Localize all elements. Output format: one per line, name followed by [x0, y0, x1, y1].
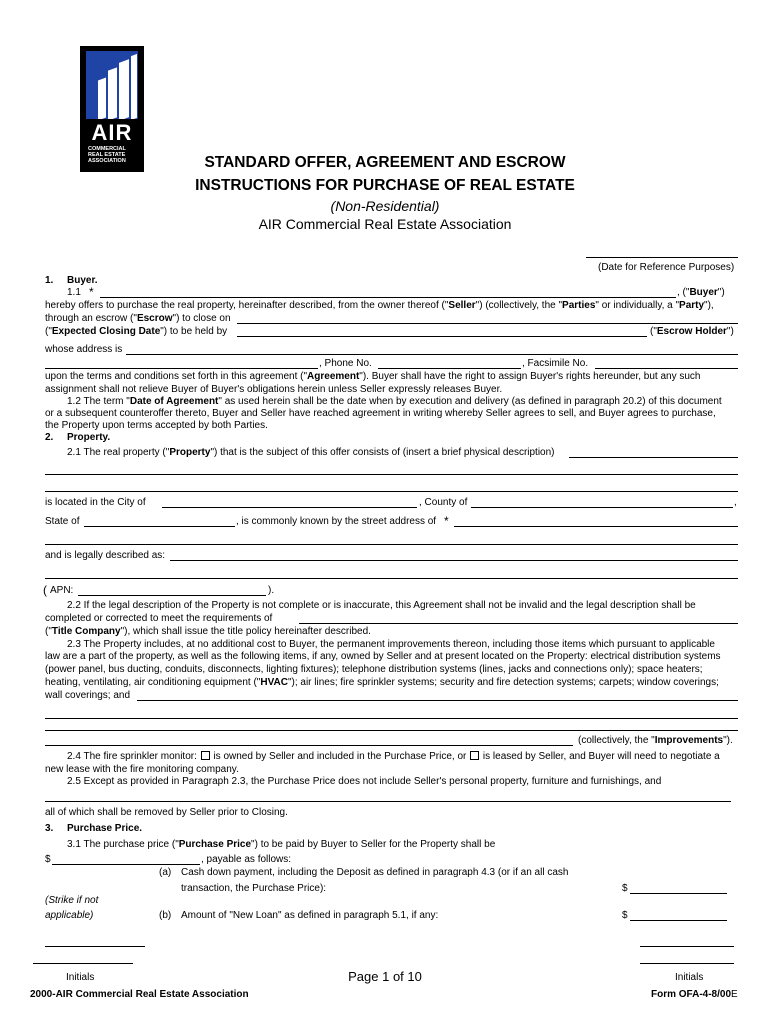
para-2-3-line-4: heating, ventilating, air conditioning equipment ("HVAC"); air lines; fire sprinkler systems; security and fire detection systems; carpets; window coverings; [45, 677, 719, 688]
initials-field-left-1[interactable] [45, 946, 145, 947]
address-field-2[interactable] [45, 368, 318, 369]
title-line-2: INSTRUCTIONS FOR PURCHASE OF REAL ESTATE [195, 177, 575, 194]
item-a-label: (a) [159, 867, 172, 878]
assignment-text: assignment shall not relieve Buyer of Buyer's obligations herein unless Seller expressly releases Buyer. [45, 384, 503, 395]
para-2-4-line-1: 2.4 The fire sprinkler monitor: is owned by Seller and included in the Purchase Price, or is leased by Seller, and Buyer will need to negotiate a [67, 751, 720, 762]
para-1-2-line-2: or a subsequent counteroffer thereto, Buyer and Seller have reached agreement in writing whereby Seller agrees to sell, and Buyer agrees to purchase, [45, 408, 716, 419]
street-address-field-2[interactable] [45, 544, 738, 545]
form-number: Form OFA-4-8/00E [651, 989, 738, 1000]
section-2-heading: Property. [67, 432, 111, 443]
item-b-label: (b) [159, 910, 172, 921]
item-b-dollar-sign: $ [622, 910, 628, 921]
included-items-field-3[interactable] [45, 730, 738, 731]
title-line-1: STANDARD OFFER, AGREEMENT AND ESCROW [204, 154, 566, 171]
leased-checkbox[interactable] [470, 751, 479, 760]
para-2-2-line-2: completed or corrected to meet the requirements of [45, 613, 273, 624]
asterisk-mark-2: * [444, 514, 449, 528]
fax-field[interactable] [595, 368, 738, 369]
item-a-dollar-sign: $ [622, 883, 628, 894]
property-description-field-3[interactable] [45, 491, 738, 492]
upon-terms-text: upon the terms and conditions set forth in this agreement ("Agreement"). Buyer shall have the right to assign Buyer's rights hereunder, but any such [45, 371, 701, 382]
footer-association: 2000-AIR Commercial Real Estate Association [30, 989, 249, 1000]
apn-field[interactable] [78, 595, 266, 596]
title-company-field[interactable] [299, 623, 738, 624]
initials-field-right-1[interactable] [640, 946, 734, 947]
para-1-2-line-1: 1.2 The term "Date of Agreement" as used herein shall be the date when by execution and delivery (as defined in paragraph 20.2) of this document [67, 396, 722, 407]
para-2-3-line-3: (power panel, bus ducting, conduits, disconnects, lighting fixtures); telephone distribution systems (lines, jacks and connections only); space heaters; [45, 664, 703, 675]
strike-note-1: (Strike if not [45, 895, 99, 906]
buyer-term: , ("Buyer") [677, 287, 725, 298]
buyer-name-field[interactable] [100, 297, 676, 298]
improvements-term: (collectively, the "Improvements"). [578, 735, 733, 746]
item-a-text-2: transaction, the Purchase Price): [181, 883, 327, 894]
new-loan-field[interactable] [630, 920, 727, 921]
section-3-number: 3. [45, 823, 54, 834]
escrow-text: through an escrow ("Escrow") to close on [45, 313, 231, 324]
address-field[interactable] [126, 354, 738, 355]
date-label: (Date for Reference Purposes) [598, 262, 735, 273]
item-a-text-1: Cash down payment, including the Deposit as defined in paragraph 4.3 (or if an all cash [181, 867, 569, 878]
para-2-3-line-1: 2.3 The Property includes, at no additional cost to Buyer, the permanent improvements thereon, including those items which pursuant to applicable [67, 639, 715, 650]
para-1-1-number: 1.1 [67, 287, 81, 298]
date-field[interactable] [586, 257, 738, 258]
logo-text: AIR [91, 120, 133, 145]
initials-field-left-2[interactable] [33, 963, 133, 964]
asterisk-mark: * [89, 285, 94, 299]
owned-checkbox[interactable] [201, 751, 210, 760]
building-graphic [86, 51, 138, 119]
city-field[interactable] [162, 507, 417, 508]
included-items-field-2[interactable] [45, 718, 738, 719]
apn-label: APN: [50, 585, 74, 596]
removed-text: all of which shall be removed by Seller prior to Closing. [45, 807, 288, 818]
excluded-items-field[interactable] [45, 801, 731, 802]
section-2-number: 2. [45, 432, 54, 443]
para-2-3-line-5: wall coverings; and [45, 690, 131, 701]
legal-description-label: and is legally described as: [45, 550, 166, 561]
street-address-field[interactable] [454, 526, 738, 527]
para-2-5-text: 2.5 Except as provided in Paragraph 2.3, the Purchase Price does not include Seller's personal property, furniture and furnishings, and [67, 776, 662, 787]
city-label: is located in the City of [45, 497, 146, 508]
street-address-label: , is commonly known by the street address of [236, 516, 437, 527]
county-comma: , [734, 497, 737, 508]
phone-field[interactable] [378, 368, 521, 369]
para-1-2-line-3: the Property upon terms accepted by both Parties. [45, 420, 268, 431]
para-3-1-text: 3.1 The purchase price ("Purchase Price") to be paid by Buyer to Seller for the Property shall be [67, 839, 496, 850]
closing-date-field[interactable] [237, 323, 738, 324]
escrow-holder-field[interactable] [237, 336, 647, 337]
payable-text: , payable as follows: [201, 854, 292, 865]
para-2-2-line-1: 2.2 If the legal description of the Property is not complete or is inaccurate, this Agreement shall not be invalid and the legal description shall be [67, 600, 696, 611]
section-1-number: 1. [45, 275, 54, 286]
down-payment-field[interactable] [630, 893, 727, 894]
item-b-text: Amount of "New Loan" as defined in paragraph 5.1, if any: [181, 910, 439, 921]
hereby-offers-text: hereby offers to purchase the real property, hereinafter described, from the owner thereof ("Seller") (collectively, the "Parties" or individually, a "Party"), [45, 300, 714, 311]
page-number: Page 1 of 10 [348, 969, 422, 984]
whose-address-label: whose address is [45, 344, 123, 355]
para-2-4-line-2: new lease with the fire monitoring company. [45, 764, 239, 775]
phone-label: , Phone No. [319, 358, 372, 369]
section-3-heading: Purchase Price. [67, 823, 143, 834]
state-field[interactable] [84, 526, 235, 527]
expected-closing-date-text: ("Expected Closing Date") to be held by [45, 326, 228, 337]
included-items-field[interactable] [137, 700, 738, 701]
initials-label-left: Initials [66, 972, 95, 983]
purchase-price-field[interactable] [52, 864, 200, 865]
county-field[interactable] [471, 507, 733, 508]
logo-subtext: COMMERCIAL REAL ESTATE ASSOCIATION [88, 146, 126, 165]
property-description-field-2[interactable] [45, 474, 738, 475]
escrow-holder-term: ("Escrow Holder") [650, 326, 734, 337]
apn-close-paren: ). [268, 585, 275, 596]
state-label: State of [45, 516, 80, 527]
organization: AIR Commercial Real Estate Association [258, 216, 512, 232]
subtitle: (Non-Residential) [330, 198, 440, 214]
property-description-field[interactable] [569, 457, 738, 458]
initials-label-right: Initials [675, 972, 704, 983]
included-items-field-4[interactable] [45, 745, 573, 746]
apn-open-paren: ( [43, 583, 47, 597]
para-2-1-text: 2.1 The real property ("Property") that is the subject of this offer consists of (insert a brief physical description) [67, 447, 555, 458]
price-dollar-sign: $ [45, 854, 51, 865]
title-company-text: ("Title Company"), which shall issue the title policy hereinafter described. [45, 626, 371, 637]
county-label: , County of [419, 497, 468, 508]
para-2-3-line-2: law are a part of the property, as well as the following items, if any, owned by Seller and at present located on the Property: electrical distribution systems [45, 651, 721, 662]
section-1-heading: Buyer. [67, 275, 98, 286]
strike-note-2: applicable) [45, 910, 94, 921]
initials-field-right-2[interactable] [640, 963, 734, 964]
fax-label: , Facsimile No. [522, 358, 589, 369]
legal-description-field[interactable] [170, 560, 738, 561]
legal-description-field-2[interactable] [45, 578, 738, 579]
